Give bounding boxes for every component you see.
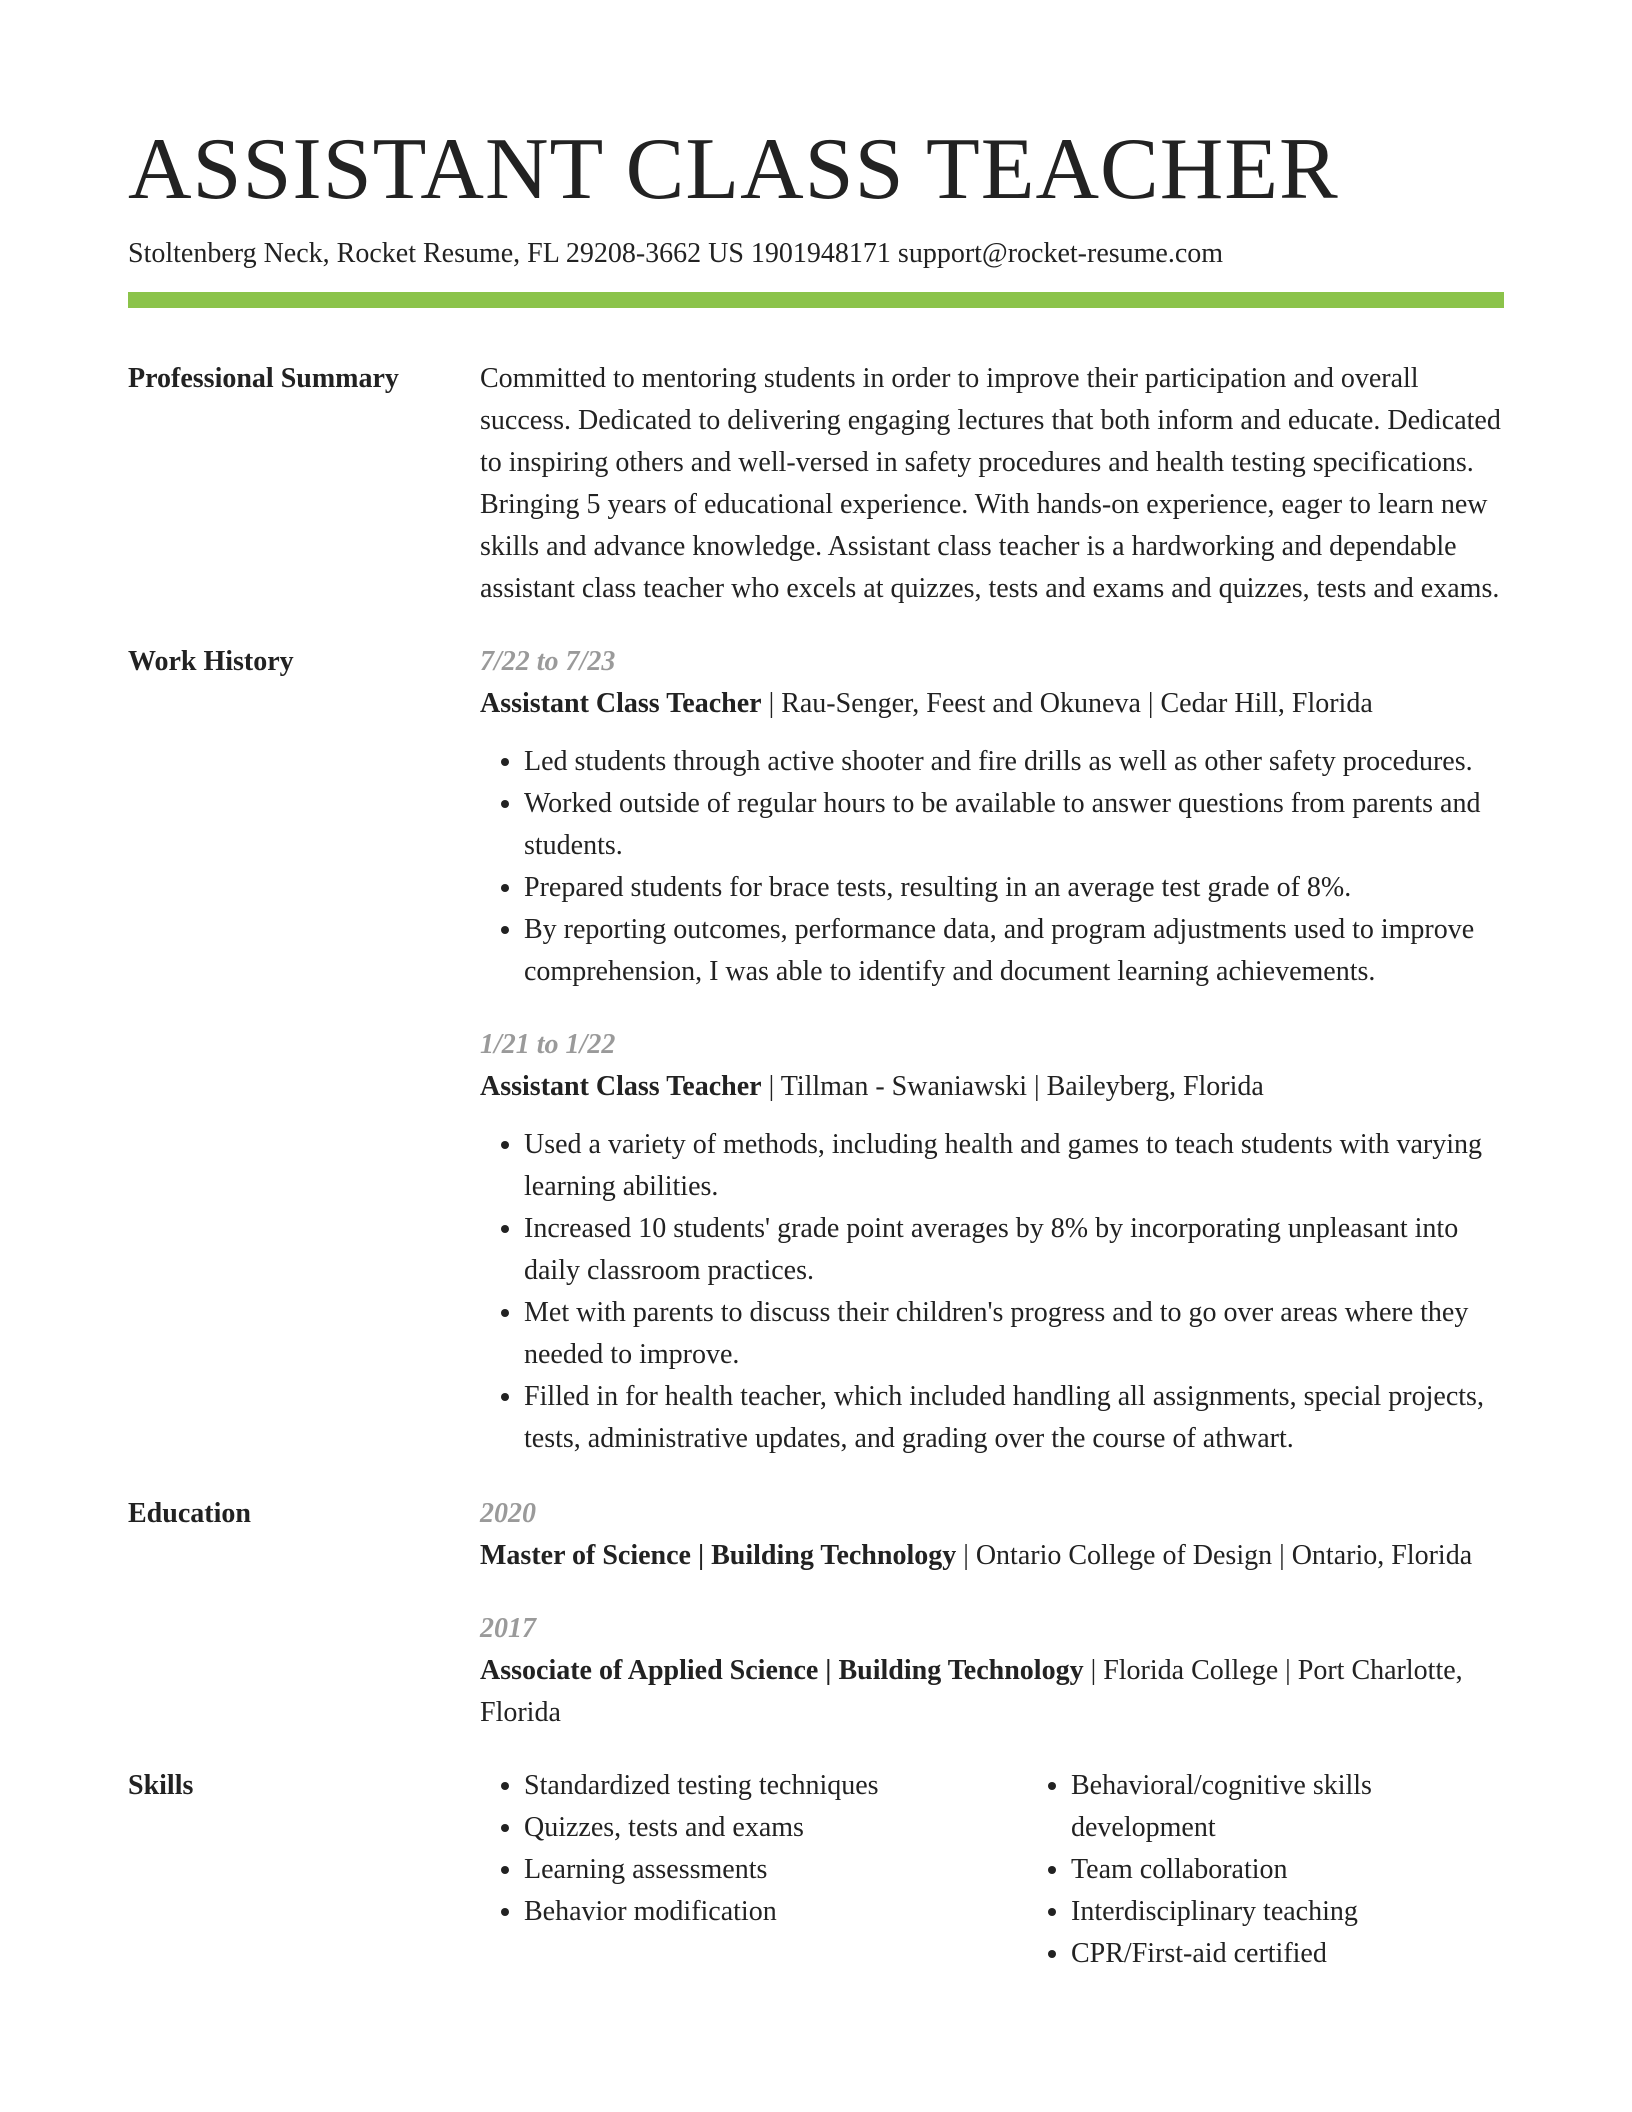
job-entry [480, 641, 1504, 993]
skills-heading: Skills [128, 1770, 194, 1801]
job-bullets [480, 741, 1504, 993]
skills-section [128, 1765, 1504, 1975]
job-bullet: • Led students through active shooter and fire drills as well as other safety procedures. [524, 741, 1504, 783]
education-entry [480, 1493, 1504, 1577]
education-heading-line [480, 1535, 1504, 1577]
resume-name: ASSISTANT CLASS TEACHER [128, 121, 1339, 218]
degree-name: Associate of Applied Science | Building Technology [480, 1655, 1084, 1686]
education-heading-line [480, 1650, 1504, 1734]
skill-item: • CPR/First-aid certified [1071, 1933, 1504, 1975]
work-history-section [128, 641, 1504, 1460]
school-location: | Florida College | Port Charlotte, Florida [480, 1655, 1463, 1728]
job-bullets [480, 1124, 1504, 1460]
job-employer-location: | Tillman - Swaniawski | Baileyberg, Florida [761, 1071, 1264, 1102]
header-divider [128, 292, 1504, 308]
education-entry [480, 1608, 1504, 1734]
skill-item: • Standardized testing techniques [524, 1765, 1027, 1807]
job-heading [480, 683, 1504, 725]
job-bullet: • Worked outside of regular hours to be available to answer questions from parents and students. [524, 783, 1504, 867]
education-section [128, 1493, 1504, 1734]
job-employer-location: | Rau-Senger, Feest and Okuneva | Cedar Hill, Florida [761, 688, 1373, 719]
summary-text: Committed to mentoring students in order to improve their participation and overall success. Dedicated to delivering engaging lectures that both inform and educate. Dedicated to inspiring others and well-versed in safety procedures and health testing specifications. Bringing 5 years of educational experience. With hands-on experience, eager to learn new skills and advance knowledge. Assistant class teacher is a hardworking and dependable assistant class teacher who excels at quizzes, tests and exams and quizzes, tests and exams. [480, 363, 1501, 604]
job-dates: 1/21 to 1/22 [480, 1029, 616, 1060]
resume-page [128, 120, 1504, 1975]
skill-item: • Learning assessments [524, 1849, 1027, 1891]
education-year: 2020 [480, 1498, 536, 1529]
contact-line: Stoltenberg Neck, Rocket Resume, FL 29208-3662 US 1901948171 support@rocket-resume.com [128, 238, 1224, 269]
skill-item: • Interdisciplinary teaching [1071, 1891, 1504, 1933]
job-bullet: • Filled in for health teacher, which included handling all assignments, special projects, tests, administrative updates, and grading over the course of athwart. [524, 1376, 1504, 1460]
job-title: Assistant Class Teacher [480, 1071, 762, 1102]
job-bullet: • Prepared students for brace tests, resulting in an average test grade of 8%. [524, 867, 1504, 909]
job-bullet: • By reporting outcomes, performance data, and program adjustments used to improve comprehension, I was able to identify and document learning achievements. [524, 909, 1504, 993]
job-title: Assistant Class Teacher [480, 688, 762, 719]
job-bullet: • Used a variety of methods, including health and games to teach students with varying learning abilities. [524, 1124, 1504, 1208]
job-bullet: • Met with parents to discuss their children's progress and to go over areas where they needed to improve. [524, 1292, 1504, 1376]
summary-section [128, 358, 1504, 610]
education-year: 2017 [480, 1613, 536, 1644]
degree-name: Master of Science | Building Technology [480, 1540, 957, 1571]
summary-heading: Professional Summary [128, 363, 399, 394]
education-body [480, 1493, 1504, 1734]
skill-item: • Quizzes, tests and exams [524, 1807, 1027, 1849]
skill-item: • Behavioral/cognitive skills development [1071, 1765, 1504, 1849]
school-location: | Ontario College of Design | Ontario, Florida [956, 1540, 1473, 1571]
job-dates: 7/22 to 7/23 [480, 646, 616, 677]
skills-list-left [480, 1765, 1027, 1975]
work-history-heading: Work History [128, 646, 294, 677]
skills-list-right [1027, 1765, 1504, 1975]
skill-item: • Behavior modification [524, 1891, 1027, 1933]
job-entry [480, 1024, 1504, 1460]
job-bullet: • Increased 10 students' grade point averages by 8% by incorporating unpleasant into daily classroom practices. [524, 1208, 1504, 1292]
work-history-body [480, 641, 1504, 1460]
job-heading [480, 1066, 1504, 1108]
education-heading: Education [128, 1498, 251, 1529]
skill-item: • Team collaboration [1071, 1849, 1504, 1891]
skills-body [480, 1765, 1504, 1975]
